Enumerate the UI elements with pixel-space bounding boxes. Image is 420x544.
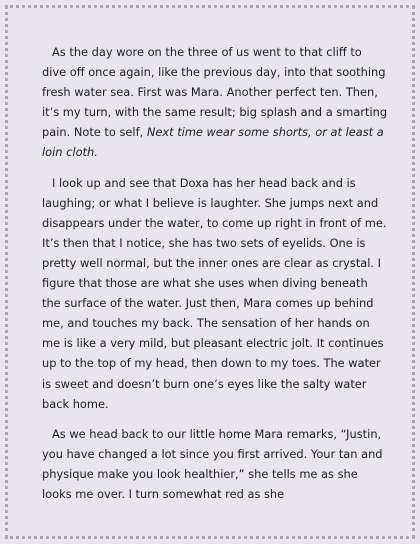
paragraph-3: As we head back to our little home Mara remarks, “Justin, you have changed a lot since you first arrived. Your tan and physique make you look healthier,” she tells me as she looks me over. I turn somewhat red as she (42, 426, 383, 501)
paragraph-1-italic-text: Next time wear some shorts, or at least a loin cloth. (42, 125, 384, 160)
paragraph-1-text: As the day wore on the three of us went to that cliff to dive off once again, like the previous day, into that soothing fresh water sea. First was Mara. Another perfect ten. Then, it’s my turn, with the same result; big splash and a smarting pain. Note to self, (42, 45, 388, 140)
paragraph-2: I look up and see that Doxa has her head back and is laughing; or what I believe is laughter. She jumps next and disappears under the water, to come up right in front of me. It’s then that I notice, she has two sets of eyelids. One is pretty well normal, but the inner ones are clear as crystal. I figure that those are what she uses when diving beneath the surface of the water. Just then, Mara comes up behind me, and touches my back. The sensation of her hands on me is like a very mild, but pleasant electric jolt. It continues up to the top of my head, then down to my toes. The water is sweet and doesn’t burn one’s eyes like the salty water back home. (42, 175, 387, 411)
paragraph-1 (42, 42, 388, 163)
page-content (42, 42, 388, 514)
